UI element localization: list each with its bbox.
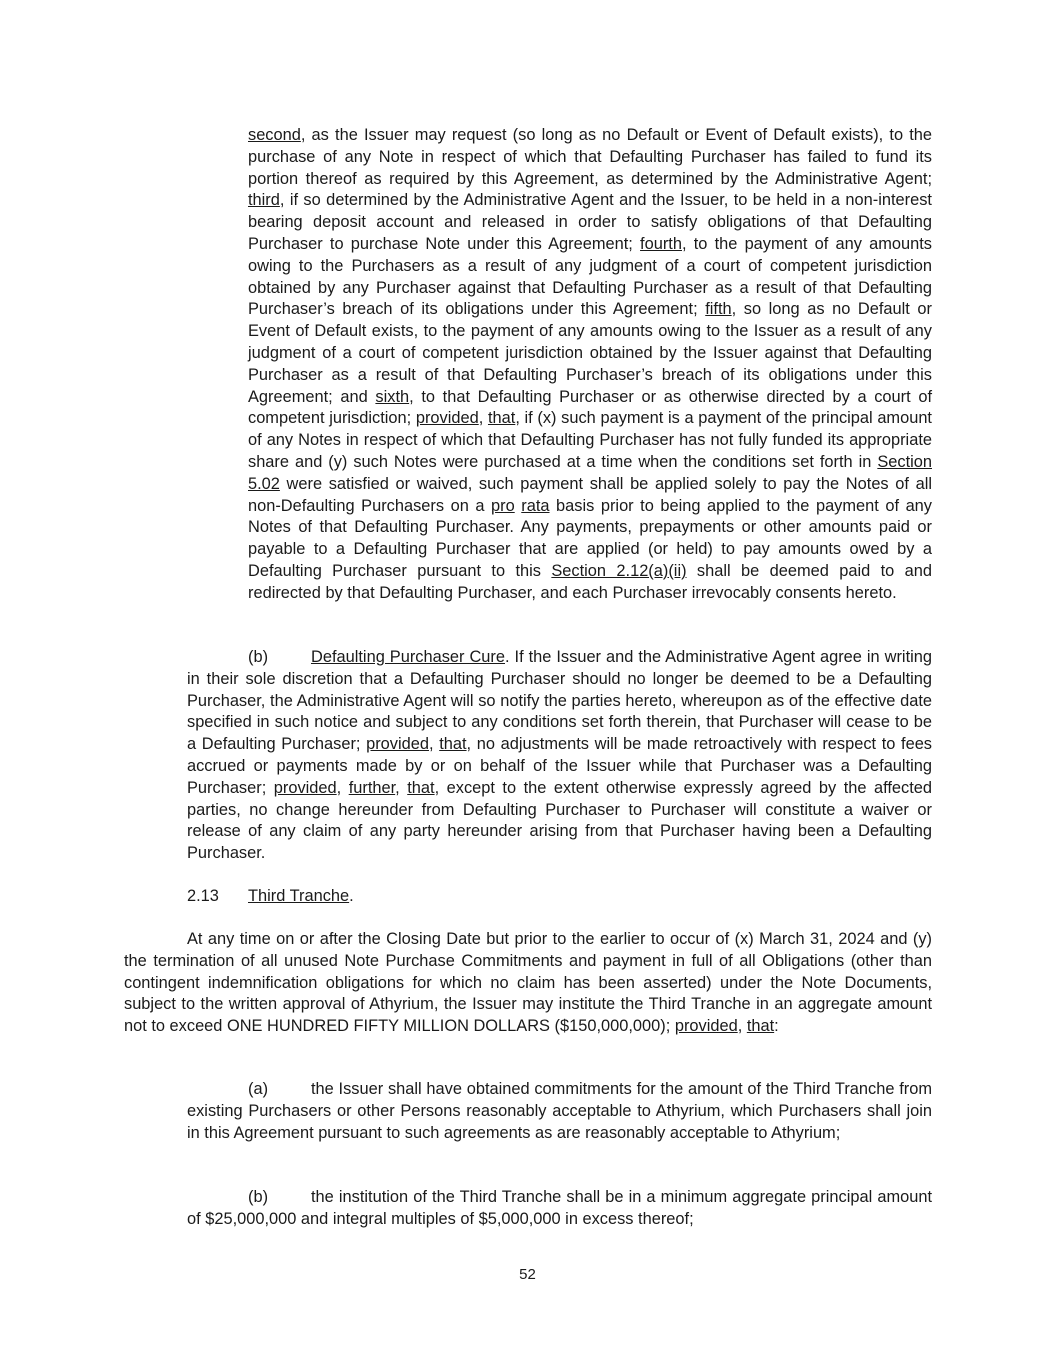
condition-a (187, 1079, 932, 1144)
condition-b-text: the institution of the Third Tranche shall be in a minimum aggregate principal amount of $25,000,000 and integral multiples of $5,000,000 in excess thereof; (187, 1188, 932, 1228)
xref-section-2-12-a-ii: Section 2.12(a)(ii) (551, 561, 687, 580)
term-fifth: fifth (705, 300, 732, 319)
term-that: that (439, 735, 467, 754)
section-heading-2-13: 2.13 Third Tranche. (187, 886, 932, 908)
term-that: that (746, 1017, 775, 1036)
condition-b (187, 1187, 932, 1231)
term-third: third (248, 191, 280, 210)
paragraph-waterfall-continuation: second, as the Issuer may request (so long as no Default or Event of Default exists), to the purchase of any Note in respect of which that Defaulting Purchaser has failed to fund its portion thereof as required by this Agreement, as determined by the Administrative Agent; third, if so determined by the Administrative Agent and the Issuer, to be held in a non-interest bearing deposit account and released in order to satisfy obligations of that Defaulting Purchaser to purchase Note under this Agreement; fourth, to the payment of any amounts owing to the Purchasers as a result of any judgment of a court of competent jurisdiction obtained by any Purchaser against that Defaulting Purchaser as a result of that Defaulting Purchaser’s breach of its obligations under this Agreement; fifth, so long as no Default or Event of Default exists, to the payment of any amounts owing to the Issuer as a result of any judgment of a court of competent jurisdiction obtained by the Issuer against that Defaulting Purchaser as a result of that Defaulting Purchaser’s breach of its obligations under this Agreement; and sixth, to that Defaulting Purchaser or as otherwise directed by a court of competent jurisdiction; provided, that, if (x) such payment is a payment of the principal amount of any Notes in respect of which that Defaulting Purchaser has not fully funded its appropriate share and (y) such Notes were purchased at a time when the conditions set forth in Section 5.02 were satisfied or waived, such payment shall be applied solely to pay the Notes of all non-Defaulting Purchasers on a pro rata basis prior to being applied to the payment of any Notes of that Defaulting Purchaser. Any payments, prepayments or other amounts paid or payable to a Defaulting Purchaser that are applied (or held) to pay amounts owed by a Defaulting Purchaser pursuant to this Section 2.12(a)(ii) shall be deemed paid to and redirected by that Defaulting Purchaser, and each Purchaser irrevocably consents hereto. (248, 126, 932, 602)
paragraph-third-tranche: At any time on or after the Closing Date but prior to the earlier to occur of (x) March 31, 2024 and (y) the termination of all unused Note Purchase Commitments and payment in full of all Obligations (other than contingent indemnification obligations for which no claim has been asserted) under the Note Documents, subject to the written approval of Athyrium, the Issuer may institute the Third Tranche in an aggregate amount not to exceed ONE HUNDRED FIFTY MILLION DOLLARS ($150,000,000); provided, that: (124, 930, 932, 1036)
term-rata: rata (521, 496, 550, 515)
term-provided: provided (674, 1017, 738, 1036)
condition-a-text: the Issuer shall have obtained commitments for the amount of the Third Tranche from existing Purchasers or other Persons reasonably acceptable to Athyrium, which Purchasers shall join in this Agreement pursuant to such agreements as are reasonably acceptable to Athyrium; (187, 1080, 932, 1142)
term-provided: provided (273, 778, 337, 797)
section-number: 2.13 (187, 887, 219, 905)
term-provided: provided (366, 735, 429, 754)
paragraph-b-defaulting-purchaser-cure: (b) Defaulting Purchaser Cure. If the Issuer and the Administrative Agent agree in writing in their sole discretion that a Defaulting Purchaser should no longer be deemed to be a Defaulting Purchaser, the Administrative Agent will so notify the parties hereto, whereupon as of the effective date specified in such notice and subject to any conditions set forth therein, that Purchaser will cease to be a Defaulting Purchaser; provided, that, no adjustments will be made retroactively with respect to fees accrued or payments made by or on behalf of the Issuer while that Purchaser was a Defaulting Purchaser; provided, further, that, except to the extent otherwise expressly agreed by the affected parties, no change hereunder from Defaulting Purchaser to Purchaser will constitute a waiver or release of any claim of any party hereunder arising from that Purchaser having been a Defaulting Purchaser. (187, 648, 933, 863)
section-title: Third Tranche (248, 887, 350, 905)
term-further: further (348, 778, 396, 797)
clause-number-b: (b) (248, 648, 269, 666)
term-that: that (407, 778, 435, 797)
term-pro: pro (491, 496, 515, 515)
term-second: second (248, 126, 301, 144)
term-provided: provided (415, 409, 479, 428)
clause-heading: Defaulting Purchaser Cure (311, 648, 505, 666)
clause-number-b: (b) (248, 1188, 269, 1206)
term-sixth: sixth (375, 387, 410, 406)
term-that: that (487, 409, 516, 428)
xref-section-5-02: Section 5.02 (248, 452, 932, 493)
clause-number-a: (a) (248, 1080, 269, 1098)
term-fourth: fourth (640, 234, 682, 253)
page-number: 52 (519, 1266, 536, 1283)
